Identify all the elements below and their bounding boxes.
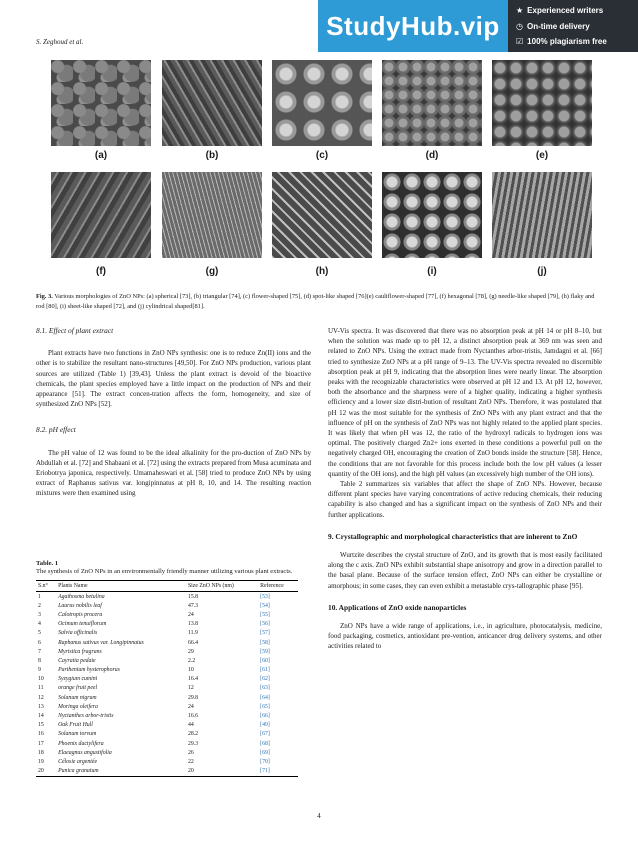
- table-row: [36, 620, 298, 629]
- row-number: 11: [38, 685, 44, 692]
- table-header-row: [36, 581, 298, 592]
- table-row: [36, 730, 298, 739]
- banner-features: [508, 0, 638, 52]
- nps-size: 13.8: [187, 621, 199, 628]
- reference-link[interactable]: [61]: [260, 667, 270, 674]
- plant-name: Punica granatum: [56, 767, 186, 777]
- nps-size: 24: [187, 611, 194, 618]
- table-row: [36, 638, 298, 647]
- panel-label-h: (h): [315, 266, 329, 277]
- nps-size: 28.2: [187, 731, 199, 738]
- table-row: [36, 739, 298, 748]
- page-number: 4: [317, 812, 321, 820]
- reference-link[interactable]: [63]: [260, 685, 270, 692]
- figure-caption-prefix: Fig. 3.: [36, 293, 53, 300]
- panel-label-b: (b): [205, 150, 219, 161]
- plant-name: Oak Fruit Hull: [58, 722, 93, 729]
- row-number: 10: [38, 676, 44, 683]
- panel-label-a: (a): [94, 150, 108, 161]
- row-number: 2: [38, 602, 41, 609]
- section-heading-8-2: 8.2. pH effect: [36, 425, 76, 435]
- reference-link[interactable]: [62]: [260, 676, 270, 683]
- table-title: Table. 1: [36, 560, 59, 567]
- nps-size: 47.3: [187, 602, 199, 609]
- reference-link[interactable]: [53]: [260, 593, 270, 600]
- banner-logo[interactable]: StudyHub.vip: [326, 10, 500, 41]
- clock-icon: ◷: [516, 21, 523, 31]
- nps-size: 44: [187, 722, 194, 729]
- table-body: [36, 592, 298, 777]
- row-number: 12: [38, 694, 44, 701]
- section-heading-9: 9. Crystallographic and morphological characteristics that are inherent to ZnO: [328, 531, 578, 541]
- row-number: 13: [38, 703, 44, 710]
- nps-size: 15.8: [187, 593, 199, 600]
- table-row: [36, 592, 298, 602]
- section-8-2-paragraph: The pH value of 12 was found to be the ideal alkalinity for the pro-duction of ZnO NPs by Abdullah et al. [72] and Shabaani et al. [72] using the extracts prepared from Musa acuminata and Eriobotrya japonica, respectively. Umamaheswari et al. [58] tried to produce ZnO NPs by using extract of Raphanus sativus var. longipinnatus at pH 8, 10, and 14. The resulting reaction mixtures were then examined using: [36, 448, 311, 498]
- sem-image-d: [382, 60, 482, 146]
- nps-size: 29: [187, 648, 194, 655]
- reference-link[interactable]: [66]: [260, 713, 270, 720]
- plant-name: Parthenium hysterophorus: [58, 667, 120, 674]
- panel-label-f: (f): [96, 266, 106, 277]
- figure-caption: [36, 292, 602, 311]
- sem-image-c: [272, 60, 372, 146]
- row-number: 20: [36, 767, 56, 777]
- plant-name: Solanum torvum: [58, 731, 97, 738]
- right-column: [328, 326, 602, 652]
- plant-name: orange fruit peel: [58, 685, 98, 692]
- row-number: 4: [38, 621, 41, 628]
- sem-image-a: [51, 60, 151, 146]
- studyhub-banner[interactable]: [318, 0, 638, 52]
- table-row: [36, 656, 298, 665]
- table-caption: The synthesis of ZnO NPs in an environmentally friendly manner utilizing various plant extracts.: [36, 568, 293, 575]
- reference-link[interactable]: [71]: [258, 767, 298, 777]
- row-number: 18: [38, 749, 44, 756]
- row-number: 16: [38, 731, 44, 738]
- panel-label-c: (c): [315, 150, 329, 161]
- sem-image-b: [162, 60, 262, 146]
- reference-link[interactable]: [57]: [260, 630, 270, 637]
- table-row: [36, 711, 298, 720]
- table-row: [36, 702, 298, 711]
- panel-label-i: (i): [427, 266, 437, 277]
- plant-extract-table: [36, 580, 298, 777]
- figure-caption-text: Various morphologies of ZnO NPs: (a) spherical [73], (b) triangular [74], (c) flower-shaped [75], (d) spot-like shaped [76](e) cauliflower-shaped [77], (f) hexagonal [78], (g) needle-like shaped [79], (h) flaky and rod [80], (i) sheet-like shaped [72], and (j) cylindrical shaped[81].: [36, 293, 595, 310]
- row-number: 8: [38, 657, 41, 664]
- reference-link[interactable]: [68]: [260, 740, 270, 747]
- table-row: [36, 684, 298, 693]
- row-number: 15: [38, 722, 44, 729]
- plant-name: Solanum nigrum: [58, 694, 97, 701]
- column-header: Plants Name: [56, 581, 186, 592]
- plant-name: Syzygium cumini: [58, 676, 98, 683]
- reference-link[interactable]: [59]: [260, 648, 270, 655]
- nps-size: 10: [187, 667, 194, 674]
- table-1-block: [36, 560, 311, 777]
- plant-name: Nyctanthes arbor-tristis: [58, 713, 114, 720]
- table-row: [36, 675, 298, 684]
- plant-name: Elaeagnus angustifolia: [58, 749, 112, 756]
- sem-image-e: [492, 60, 592, 146]
- table-row: [36, 767, 298, 777]
- table-row: [36, 647, 298, 656]
- row-number: 5: [38, 630, 41, 637]
- running-author: S. Zeghoud et al.: [36, 38, 84, 46]
- row-number: 1: [38, 593, 41, 600]
- nps-size: 29.8: [187, 694, 199, 701]
- reference-link[interactable]: [55]: [260, 611, 270, 618]
- sem-image-j: [492, 172, 592, 258]
- plant-name: Calotropis procera: [58, 611, 103, 618]
- reference-link[interactable]: [58]: [260, 639, 270, 646]
- reference-link[interactable]: [49]: [260, 722, 270, 729]
- nps-size: 22: [187, 758, 194, 765]
- plant-name: Célosie argentée: [58, 758, 98, 765]
- nps-size: 16.6: [187, 713, 199, 720]
- table-row: [36, 757, 298, 766]
- reference-link[interactable]: [54]: [260, 602, 270, 609]
- nps-size: 66.4: [187, 639, 199, 646]
- reference-link[interactable]: [64]: [260, 694, 270, 701]
- column-header: S.n°: [36, 581, 56, 592]
- plant-name: Agathosma betulina: [58, 593, 105, 600]
- plant-name: Moringa oleifera: [58, 703, 98, 710]
- section-heading-10: 10. Applications of ZnO oxide nanoparticles: [328, 602, 467, 612]
- nps-size: 29.3: [187, 740, 199, 747]
- reference-link[interactable]: [69]: [260, 749, 270, 756]
- table-row: [36, 629, 298, 638]
- row-number: 7: [38, 648, 41, 655]
- plant-name: Ocimum tenuiflorum: [58, 621, 107, 628]
- table-row: [36, 601, 298, 610]
- banner-feature-text: Experienced writers: [527, 6, 604, 15]
- table-2-paragraph: Table 2 summarizes six variables that affect the shape of ZnO NPs. However, because different plant species have varying concentrations of active reducing chemicals, their reducing capability is also changed and has a significant impact on the synthesis of ZnO NPs and their further applications.: [328, 480, 602, 519]
- row-number: 19: [38, 758, 44, 765]
- banner-feature-text: On-time delivery: [526, 21, 590, 31]
- section-8-1-paragraph: Plant extracts have two functions in ZnO NPs synthesis: one is to reduce Zn(II) ions and the other is to stabilize the resultant nano-structures [49,50]. For ZnO NPs production, various plant sources are utilized (Table 1) [39,43]. Unless the plant extract is devoid of the bioactive chemicals, the plant species employed have a little impact on the production of NPs and their appearance [51]. The extract concen-tration affects the form, homogeneity, and size of synthesized ZnO NPs [52].: [36, 349, 311, 409]
- banner-logo-area[interactable]: [318, 0, 508, 52]
- row-number: 17: [38, 740, 44, 747]
- figure-3: [36, 60, 602, 286]
- table-row: [36, 666, 298, 675]
- banner-feature-plagiarism: [516, 37, 630, 46]
- table-row: [36, 721, 298, 730]
- nps-size: 20: [186, 767, 258, 777]
- table-row: [36, 693, 298, 702]
- row-number: 6: [38, 639, 41, 646]
- nps-size: 24: [187, 703, 194, 710]
- panel-label-d: (d): [425, 150, 439, 161]
- check-icon: ☑: [516, 37, 524, 46]
- banner-feature-delivery: [516, 22, 630, 31]
- row-number: 14: [38, 713, 44, 720]
- plant-name: Raphanus sativus var. Longipinnatus: [58, 639, 144, 646]
- section-heading-8-1: 8.1. Effect of plant extract: [36, 326, 114, 335]
- nps-size: 11.9: [187, 630, 198, 637]
- plant-name: Cayratia pedate: [58, 657, 96, 664]
- reference-link[interactable]: [70]: [260, 758, 270, 765]
- plant-name: Salvia officinalis: [58, 630, 98, 637]
- sem-image-g: [162, 172, 262, 258]
- reference-link[interactable]: [56]: [260, 621, 270, 628]
- plant-name: Laurus nobilis leaf: [58, 602, 102, 609]
- nps-size: 12: [187, 685, 194, 692]
- table-row: [36, 748, 298, 757]
- column-header: Size ZnO NPs (nm): [186, 581, 258, 592]
- ph-paragraph: UV-Vis spectra. It was discovered that there was no absorption peak at pH 14 or pH 8–10, but when the solution was made up to pH 12, a distinct absorption peak at 369 nm was seen and related to ZnO NPs. Using the extract made from Nyctanthes arbor-tristis, Jamdagni et al. [66] tried to synthesize ZnO NPs at a pH range of 9–13. The UV-Vis spectra revealed no discernible absorption peak at pH 9, indicating that the absorption lines were nearly linear. The absorption peaks with the recognizable characteristics were observed at pH 12 and 13. At pH 12, however, both the absorbance and the sharpness were of a higher quality, indicating a higher synthesis efficiency and a lower size distri-bution of resultant ZnO NPs. Therefore, it was postulated that pH 12 was the most suitable for the synthesis of ZnO NPs with any plant extract and that the influence of pH on the synthesis of ZnO NPs was not highly related to the applied plant species. It was likely that when pH was 12, the ratio of the hydroxyl radicals to hydrogen ions was optimal. The positively charged Zn2+ ions exerted in these conditions a powerful pull on the negatively charged OH, encouraging the creation of ZnO bonds inside the structure [58]. Hence, the conditions that are not favorable for this process include both the low pH values (a lesser quantity of the OH ions), and the high pH values (an excessively high number of the OH ions).: [328, 327, 602, 478]
- panel-label-e: (e): [535, 150, 549, 161]
- star-icon: ★: [516, 6, 524, 15]
- banner-feature-writers: [516, 6, 630, 15]
- column-header: Reference: [258, 581, 298, 592]
- nps-size: 2.2: [187, 657, 196, 664]
- reference-link[interactable]: [65]: [260, 703, 270, 710]
- banner-feature-text: 100% plagiarism free: [527, 37, 607, 46]
- nps-size: 16.4: [187, 676, 199, 683]
- row-number: 9: [38, 667, 41, 674]
- panel-label-j: (j): [537, 266, 547, 277]
- table-row: [36, 610, 298, 619]
- plant-name: Myristica fragrans: [58, 648, 102, 655]
- sem-image-f: [51, 172, 151, 258]
- sem-image-i: [382, 172, 482, 258]
- section-9-paragraph: Wurtzite describes the crystal structure of ZnO, and its growth that is most easily facilitated along the c axis. ZnO NPs exhibit substantial shape anisotropy and grow in a direction parallel to the basal plane. Because of the surface tension effect, ZnO NPs can either be crystalline or amorphous; in some cases, they can even exhibit a metastable crys-tallographic phase [95].: [328, 551, 602, 590]
- left-column: [36, 326, 311, 499]
- section-10-paragraph: ZnO NPs have a wide range of applications, i.e., in agriculture, photocatalysis, medicine, food packaging, cosmetics, antioxidant pre-vention, anticancer drug delivery systems, and other activities related to: [328, 622, 602, 651]
- nps-size: 26: [187, 749, 194, 756]
- reference-link[interactable]: [67]: [260, 731, 270, 738]
- sem-image-h: [272, 172, 372, 258]
- panel-label-g: (g): [205, 266, 219, 277]
- row-number: 3: [38, 611, 41, 618]
- plant-name: Phoenix dactylifera: [58, 740, 104, 747]
- reference-link[interactable]: [60]: [260, 657, 270, 664]
